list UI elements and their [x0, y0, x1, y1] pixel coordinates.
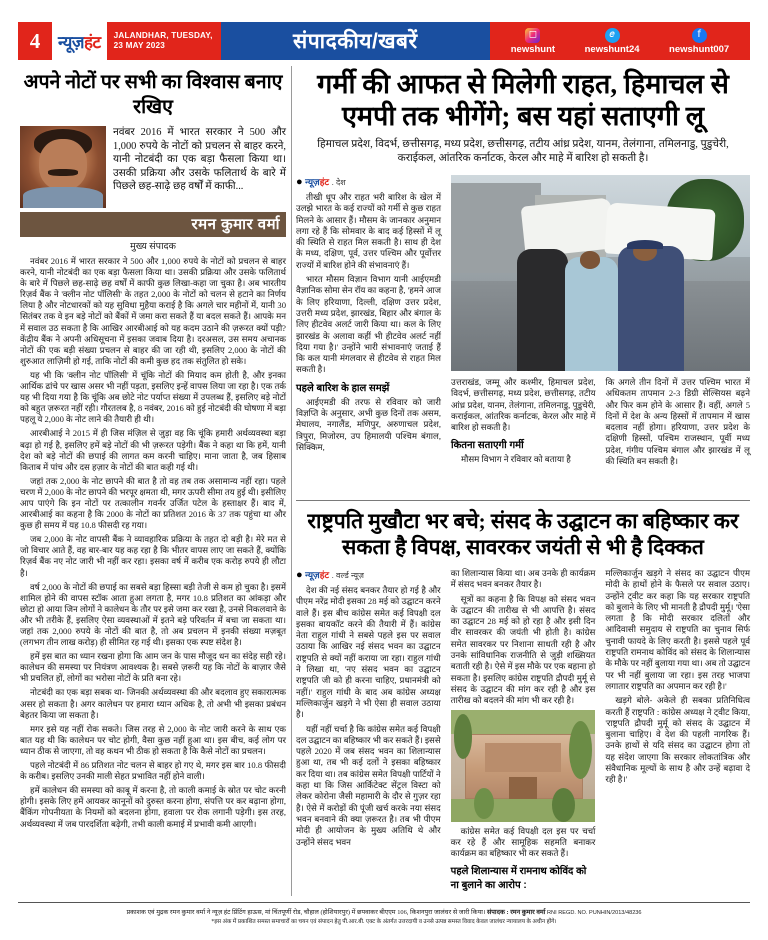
story2-headline: राष्ट्रपति मुखौटा भर बचे; संसद के उद्घाटन का बहिष्कार कर सकता है विपक्ष, सावरकर जयंती से भी है दिक्कत [307, 509, 739, 559]
instagram-icon: ◻ [525, 28, 540, 43]
editorial-paragraph: यह भी कि 'क्लीन नोट पॉलिसी' में चूंकि नोटों की मियाद कम होती है, और इनका आर्थिक ढांचे पर खास असर भी नहीं पड़ता, इसलिए इन्हें वापस लिया जा रहा है। एक तर्क यह भी दिया गया है कि चूंकि अब छोटे नोट पर्याप्त संख्या में उपलब्ध हैं, इसलिए बड़े नोटों को बहुत ज़रूरत नहीं रही। गौरतलब है, 8 नवंबर, 2016 को हुई नोटबंदी की घोषणा में बड़ा पहलू ये 2,000 के नोट लाने की तैयारी ही थी। [20, 369, 286, 425]
story2-paragraph: मल्लिकार्जुन खड़गे ने संसद का उद्घाटन पीएम मोदी के हाथों होने के फैसले पर सवाल उठाए। उन्होंने ट्वीट कर कहा कि यह सरकार राष्ट्रपति को बुलाने के लिए भी मानती है द्रौपदी मुर्मू। 'ऐसा लगता है कि मोदी सरकार दलितों और आदिवासी समुदाय से राष्ट्रपति का चुनाव सिर्फ चुनावी फायदे के लिए करती है। इससे पहले पूर्व राष्ट्रपति रामनाथ कोविंद को संसद के शिलान्यास के मौके पर नहीं बुलाया गया था। अब तो उद्घाटन पर भी नहीं बुलाया जा रहा। इस तरह भाजपा लगातार राष्ट्रपति का अपमान कर रही है।' [605, 568, 751, 691]
story1-subheadline: हिमाचल प्रदेश, विदर्भ, छत्तीसगढ़, मध्य प्रदेश, छत्तीसगढ़, तटीय आंध्र प्रदेश, यानम, तेलंगाना, तमिलनाडु, पुडुचेरी, कराईकल, आंतरिक कर्नाटक, केरल और माहे में बारिश हो सकती है। [317, 139, 729, 164]
social-instagram[interactable] [511, 28, 555, 55]
byline-bullet: ● [296, 569, 303, 581]
story1-headline: गर्मी की आफत से मिलेगी राहत, हिमाचल से एमपी तक भीगेंगे; बस यहां सताएगी लू [317, 69, 729, 131]
new-parliament-photo [451, 710, 596, 822]
footer-publisher-text: प्रकाशक एवं मुद्रक रमन कुमार वर्मा ने न्यूज़ हंट प्रिंटिंग हाऊस, मां चिंतपूर्णी रोड, चौहाल (होशियारपुर) में छपवाकर बीएएम 106, किशनपुरा जालंधर से जारी किया। [126, 909, 486, 916]
editorial-paragraph: पहले नोटबंदी में 86 प्रतिशत नोट चलन से बाहर हो गए थे, मगर इस बार 10.8 फीसदी के करीब। इसलिए उनकी माली सेहत प्रभावित नहीं होने वाली। [20, 760, 286, 782]
story1-byline [296, 175, 441, 188]
edition-date [107, 22, 221, 60]
edition-date-line2: 23 MAY 2023 [113, 41, 165, 50]
logo-word-2: हंट [84, 32, 101, 52]
story1-paragraph: आईएमडी की तरफ से रविवार को जारी विज्ञप्ति के अनुसार, अभी कुछ दिनों तक असम, मेघालय, नगालैंड, मणिपुर, अरुणाचल प्रदेश, त्रिपुरा, मिजोरम, उप हिमालयी पश्चिम बंगाल, सिक्किम, [296, 396, 441, 452]
story1-paragraph: उत्तराखंड, जम्मू और कश्मीर, हिमाचल प्रदेश, विदर्भ, छत्तीसगढ़, मध्य प्रदेश, छत्तीसगढ़, तटीय आंध्र प्रदेश, यानम, तेलंगाना, तमिलनाडु, पुडुचेरी, कराईकल, आंतरिक कर्नाटक, केरल और माहे में बारिश हो सकती है। [451, 377, 596, 433]
story2-paragraph: सूत्रों का कहना है कि विपक्ष को संसद भवन के उद्घाटन की तारीख से भी आपत्ति है। संसद का उद्घाटन 28 मई को हो रहा है और इसी दिन वीर सावरकर की जयंती भी होती है। कांग्रेस समेत सावरकर पर निशाना साधती रही है और उनके सांविधानिक राजनीति से जुड़ी शख्सियत बताती रही है। ऐसे में इस मौके पर एक बहाना हो सकता है। इसलिए कांग्रेस राष्ट्रपति द्रौपदी मुर्मू से संसद के उद्घाटन की मांग कर रही है और इस तारीख को बदलने की मांग भी कर रही है। [450, 593, 596, 706]
story2-col-3 [605, 568, 750, 894]
story1-col-3 [606, 377, 751, 470]
story1-paragraph: भारत मौसम विज्ञान विभाग यानी आईएमडी वैज्ञानिक सोमा सेन रॉय का कहना है, 'हमने आज के लिए हरियाणा, दिल्ली, दक्षिण उत्तर प्रदेश, उत्तरी मध्य प्रदेश, झारखंड, बिहार और बंगाल के लिए हीटवेव अलर्ट जारी किया था। कल के लिए झारखंड के अलावा कहीं भी हीटवेव अलर्ट नहीं दिया गया है।' उन्होंने भारी संभावनाएं जताई हैं कि कल यानी मंगलवार से हीटवेव से राहत मिल सकती है। [296, 274, 441, 375]
editor-designation: मुख्य संपादक [130, 242, 176, 252]
story2-columns [296, 568, 750, 894]
editorial-paragraph: नवंबर 2016 में भारत सरकार ने 500 और 1,000 रुपये के नोटों को प्रचलन से बाहर करने, यानी नोटबंदी का एक बड़ा फैसला किया था। उसकी प्रक्रिया और उसके फलितार्थ के बारे में पिछले छह-साढ़े छह वर्षों में काफी कुछ लिखा-कहा जा चुका है। अब भारतीय रिज़र्व बैंक ने 'क्लीन नोट पॉलिसी' के तहत 2,000 के नोटों को चलन से हटाने का निर्णय लिया है और नोटधारकों को यह सुविधा मुहैया कराई है कि अगले चार महीनों में, यानी 30 सितंबर तक वे इन बड़े नोटों को बैंकों में जमा करा सकते हैं या बदल सकते हैं। आपके मन में सवाल उठ सकता है कि आखिर आरबीआई को यह कदम उठाने की ज़रूरत क्यों पड़ी? केंद्रीय बैंक ने अपनी अधिसूचना में इसका जवाब दिया है। दरअसल, उस समय अचानक नोटों की एक बड़ी संख्या प्रचलन से बाहर की जा रही थी, इसलिए 2,000 के नोटों की शुरुआत लाज़िमी हो गई, ताकि नोटों की कमी कुछ हद तक संतुलित हो सके। [20, 256, 286, 366]
story1-lower-columns [451, 377, 750, 470]
story2-paragraph: देश की नई संसद बनकर तैयार हो गई है और पीएम नरेंद्र मोदी इसका 28 मई को उद्घाटन करने वाले हैं। इस बीच कांग्रेस समेत कई विपक्षी दल इसका बायकॉट करने की तैयारी में हैं। कांग्रेस नेता राहुल गांधी ने सबसे पहले इस पर सवाल उठाया कि आखिर नई संसद भवन का उद्घाटन राष्ट्रपति से क्यों नहीं कराया जा रहा। राहुल गांधी ने लिखा था, 'नए संसद भवन का उद्घाटन राष्ट्रपति जी को ही करना चाहिए, प्रधानमंत्री को नहीं।' राहुल गांधी के बाद अब कांग्रेस अध्यक्ष मल्लिकार्जुन खड़गे ने भी ऐसा ही सवाल उठाया है। [296, 585, 441, 720]
section-banner [221, 22, 490, 60]
social-facebook[interactable] [669, 28, 729, 55]
story1-paragraph: कि अगले तीन दिनों में उत्तर पश्चिम भारत में अधिकतम तापमान 2-3 डिग्री सेल्सियस बढ़ने और फिर कम होने के आसार हैं। वहीं, अगले 5 दिनों में देश के अन्य हिस्सों में तापमान में खास बदलाव नहीं होगा। हरियाणा, उत्तर प्रदेश के दक्षिणी हिस्सों, पश्चिम राजस्थान, पूर्वी मध्य प्रदेश, गंगीय पश्चिम बंगाल और झारखंड में लू की स्थिति बन सकती है। [605, 377, 750, 467]
footer-editor-text: संपादक : रमन कुमार वर्मा [486, 909, 546, 916]
editorial-paragraph: नोटबंदी का एक बड़ा सबक था- जिनकी अर्थव्यवस्था की और बदलाव हुए सकारात्मक असर हो सकता है। अगर कालेधन पर हमारा ध्यान अधिक है, तो अभी भी इसका प्रबंधन बेहतर किया जा सकता है। [20, 687, 286, 720]
story1-col-2 [451, 377, 596, 470]
social-links [490, 22, 750, 60]
story2-subhead-kovind: पहले शिलान्यास में रामनाथ कोविंद को ना बुलाने का आरोप : [450, 866, 587, 892]
masthead-left [18, 22, 221, 60]
twitter-handle: newshunt24 [584, 43, 640, 55]
story1-paragraph: मौसम विभाग ने रविवार को बताया है [461, 454, 571, 465]
editorial-column [20, 70, 286, 833]
byline-section: . देश [331, 178, 346, 187]
editor-portrait-photo [20, 126, 106, 208]
story2-byline [296, 568, 441, 581]
story-heatwave [296, 68, 750, 470]
story2-paragraph: का शिलान्यास किया था। अब उनके ही कार्यक्रम में संसद भवन बनकर तैयार है। [450, 568, 596, 590]
story1-col3-body [606, 377, 751, 467]
story1-col-1 [296, 175, 441, 470]
byline-logo-1: न्यूज़ [305, 177, 320, 187]
byline-logo-2: हंट [319, 177, 330, 187]
story2-paragraph: कांग्रेस समेत कई विपक्षी दल इस पर चर्चा कर रहे हैं और सामूहिक सहमति बनाकर कार्यक्रम का बहिष्कार भी कर सकते हैं। [450, 825, 596, 859]
story2-paragraph: खड़गे बोले- अकेले ही सबका प्रतिनिधित्व करती हैं राष्ट्रपति : कांग्रेस अध्यक्ष ने ट्वीट किया, 'राष्ट्रपति द्रौपदी मुर्मू को संसद के उद्घाटन में बुलाना चाहिए। वे देश की पहली नागरिक हैं। उनके हाथों से यदि संसद का उद्घाटन होगा तो यह संदेश जाएगा कि सरकार लोकतांत्रिक और संवैधानिक मूल्यों के साथ है और उन्हें बढ़ावा दे रही है।' [605, 695, 751, 785]
story1-right-block [451, 175, 750, 470]
facebook-handle: newshunt007 [669, 43, 730, 55]
story-divider [296, 500, 750, 501]
story2-col-2 [451, 568, 596, 894]
story2-col1-body [296, 585, 441, 848]
story1-col1-body-cont [296, 397, 441, 453]
editorial-paragraph: हमें इस बात का ध्यान रखना होगा कि आम जन के पास मौजूद धन का संदेह सही रहे। कालेधन की समस्या पर नियंत्रण आवश्यक है। सबसे ज़रूरी यह कि नोटों के बाज़ार जैसे भी प्रचलित हों, लोगों का भरोसा नोटों के प्रति बना रहे। [20, 651, 286, 684]
column-divider-left [291, 66, 292, 896]
story2-paragraph: यहीं नहीं चर्चा है कि कांग्रेस समेत कई विपक्षी दल उद्घाटन का बहिष्कार भी कर सकते हैं। इससे पहले 2020 में जब संसद भवन का शिलान्यास हुआ था, तब भी कई दलों ने इसका बहिष्कार कर दिया था। तब कांग्रेस समेत विपक्षी पार्टियों ने कहा था कि जिस आर्किटेक्ट सेंट्रल विस्टा को लेकर कोरोना जैसी महामारी के दौर से गुज़र रहा है। ऐसे में करोड़ों की पूंजी खर्च करके नया संसद भवन बनवाने की क्या ज़रूरत है। तब भी पीएम मोदी ही आयोजन के मुख्य अतिथि थे और उन्होंने संसद भवन [296, 723, 441, 847]
editorial-paragraph: वर्ष 2,000 के नोटों की छपाई का सबसे बड़ा हिस्सा बड़ी तेजी से कम हो चुका है। इसमें शामिल होने की वापस स्टॉक आता हुआ लगता है, मगर 10.8 प्रतिशत का आंकड़ा और छोटा हो आया जिन लोगों ने कालेधन के तौर पर इसे जमा कर रखा है, उनसे निकलवाने के और भी तरीके हैं, इसलिए ऐसा व्यवस्थाओं में इतने बड़े परिवर्तन में बचा जा सकता था। जहां तक 2,000 रुपये के नोटों की बात है, तो अब प्रचलन में इनकी संख्या मज़बूत (लगभग तीन लाख करोड़) ही सीमित रह गई थी। इसका एक स्पष्ट संदेश है। [20, 581, 286, 648]
byline-section: . वर्ल्ड न्यूज़ [331, 571, 364, 580]
editorial-body [20, 256, 286, 830]
footer-divider [18, 902, 750, 903]
story1-subhead-rain: पहले बारिश के हाल समझें [296, 382, 390, 394]
story1-col2-body-cont [451, 454, 596, 465]
footer-imprint [18, 908, 750, 927]
editorial-paragraph: आरबीआई ने 2015 में ही जिस मंज़िल से जुड़ा वह कि चूंकि हमारी अर्थव्यवस्था बड़ा बढ़ा हो गई है, इसलिए हमें बड़े नोटों की भी ज़रूरत पड़ेगी। बैंक ने कहा था कि हमें, यानी देश को बड़े नोटों की छपाई की लागत कम करनी चाहिए। माना जाता है, जब हिसाब किताब में पांच और दस हज़ार के नोटों की बात कही गई थी। [20, 428, 286, 472]
footer-rni-registration: RNI REGD. NO. PUNHIN/2013/48236 [547, 910, 642, 916]
editorial-intro-text: नवंबर 2016 में भारत सरकार ने 500 और 1,000 रुपये के नोटों को प्रचलन से बाहर करने, यानी नोटबंदी का एक बड़ा फैसला किया था। उसकी प्रक्रिया और उसके फलितार्थ के बारे में पिछले छह-साढ़े छह वर्षों में काफी... [113, 127, 286, 193]
facebook-icon: f [692, 28, 707, 43]
edition-date-line1: JALANDHAR, TUESDAY, [113, 30, 213, 40]
masthead [18, 22, 750, 60]
story-parliament [296, 508, 750, 894]
editorial-paragraph: जहां तक 2,000 के नोट छापने की बात है तो वह तब तक असामान्य नहीं रहा। पहले चरण में 2,000 के नोट छापने की भरपूर क्षमता थी, मगर ऊपरी सीमा तय हुई थी। इसीलिए आप पाएंगे कि इन नोटों पर तत्कालीन गवर्नर उर्जित पटेल के हस्ताक्षर हैं। बाद में, आरबीआई का कहना है कि 2000 के नोटों का प्रतिशत 2016 के 37 तक पहुंचा था और कुछ ही समय में यह 10.8 फीसदी रह गया। [20, 475, 286, 531]
story1-col2-body [451, 377, 596, 433]
social-twitter[interactable] [585, 28, 640, 55]
byline-logo-2: हंट [319, 570, 330, 580]
story2-col3-body [605, 568, 750, 786]
byline-bullet: ● [296, 176, 303, 188]
footer-line-1 [18, 908, 750, 918]
story1-paragraph: तीखी धूप और राहत भरी बारिश के खेल में उलझे भारत के कई राज्यों को गर्मी से कुछ राहत मिलने के आसार हैं। मौसम के जानकार अनुमान लगा रहे हैं कि सोमवार के बाद कई हिस्सों में लू की स्थिति से राहत मिल सकती है। साथ ही देश के मध्य, दक्षिण, पूर्व, उत्तर पश्चिम और पूर्वोत्तर राज्यों में बारिश होने की संभावनाएं हैं। [296, 192, 441, 270]
heatwave-photo [451, 175, 750, 371]
twitter-icon: 𝑒 [605, 28, 620, 43]
editor-name: रमन कुमार वर्मा [20, 212, 286, 237]
story2-col2-top [451, 568, 596, 707]
story1-columns [296, 175, 750, 470]
editorial-headline: अपने नोटों पर सभी का विश्वास बनाए रखिए [23, 72, 283, 118]
byline-logo-1: न्यूज़ [305, 570, 320, 580]
editorial-paragraph: जब 2,000 के नोट वापसी बैंक ने व्यावहारिक प्रक्रिया के तहत दो बड़ी है। मेरे मत से जो विचार आते हैं, वह बार-बार यह कह रहा है कि भीतर वापस लाए जा सकते हैं, क्योंकि रिज़र्व बैंक नए नोट जारी भी नहीं कर रहा। इसका वर्ष में करीब एक करोड़ रुपये ही लौटा है। [20, 534, 286, 578]
footer-line-2: *इस अंक में प्रकाशित समस्त समाचारों का चयन एवं संपादन हेतु पी.आर.बी. एक्ट के अंतर्गत उत्तरदायी व उनसे उत्पन्न समस्त विवाद केवल जालंधर न्यायालय के अधीन होंगे। [211, 919, 557, 925]
logo-word-1: न्यूज़ [58, 32, 84, 52]
story1-subhead-heat: कितना सताएगी गर्मी [451, 440, 524, 452]
instagram-handle: newshunt [510, 43, 556, 55]
publication-logo [52, 22, 107, 60]
story1-col1-body [296, 192, 441, 376]
editorial-intro-block [20, 126, 286, 208]
editorial-paragraph: मगर इसे यह नहीं रोक सकते। जिस तरह से 2,000 के नोट जारी करने के साथ एक बात यह थी कि कालेधन पर चोट होगी, वैसा कुछ नहीं हुआ था। इस बीच, कई लोग पर ध्यान ठीक से जाएगा, तो वह कथन भी ठीक हो सकता है कि कैसे नोटों का प्रचलन। [20, 723, 286, 756]
editorial-paragraph: हमें कालेधन की समस्या को काबू में करना है, तो काली कमाई के स्रोत पर चोट करनी होगी। इसके लिए हमें आयकर कानूनों को दुरुस्त करना होगा, संपत्ति पर कर बढ़ाना होगा, बैंकिंग गोपनीयता के नियमों को बदलना होगा, हवाला पर रोक लगानी पड़ेगी। इस तरह, अर्थव्यवस्था में जब पारदर्शिता बढ़ेगी, तभी काली कमाई में प्रभावी कमी आएगी। [20, 785, 286, 829]
section-title: संपादकीय/खबरें [293, 30, 418, 53]
story2-col2-bottom [451, 826, 596, 860]
page-number: 4 [29, 29, 41, 53]
story2-col-1 [296, 568, 441, 894]
